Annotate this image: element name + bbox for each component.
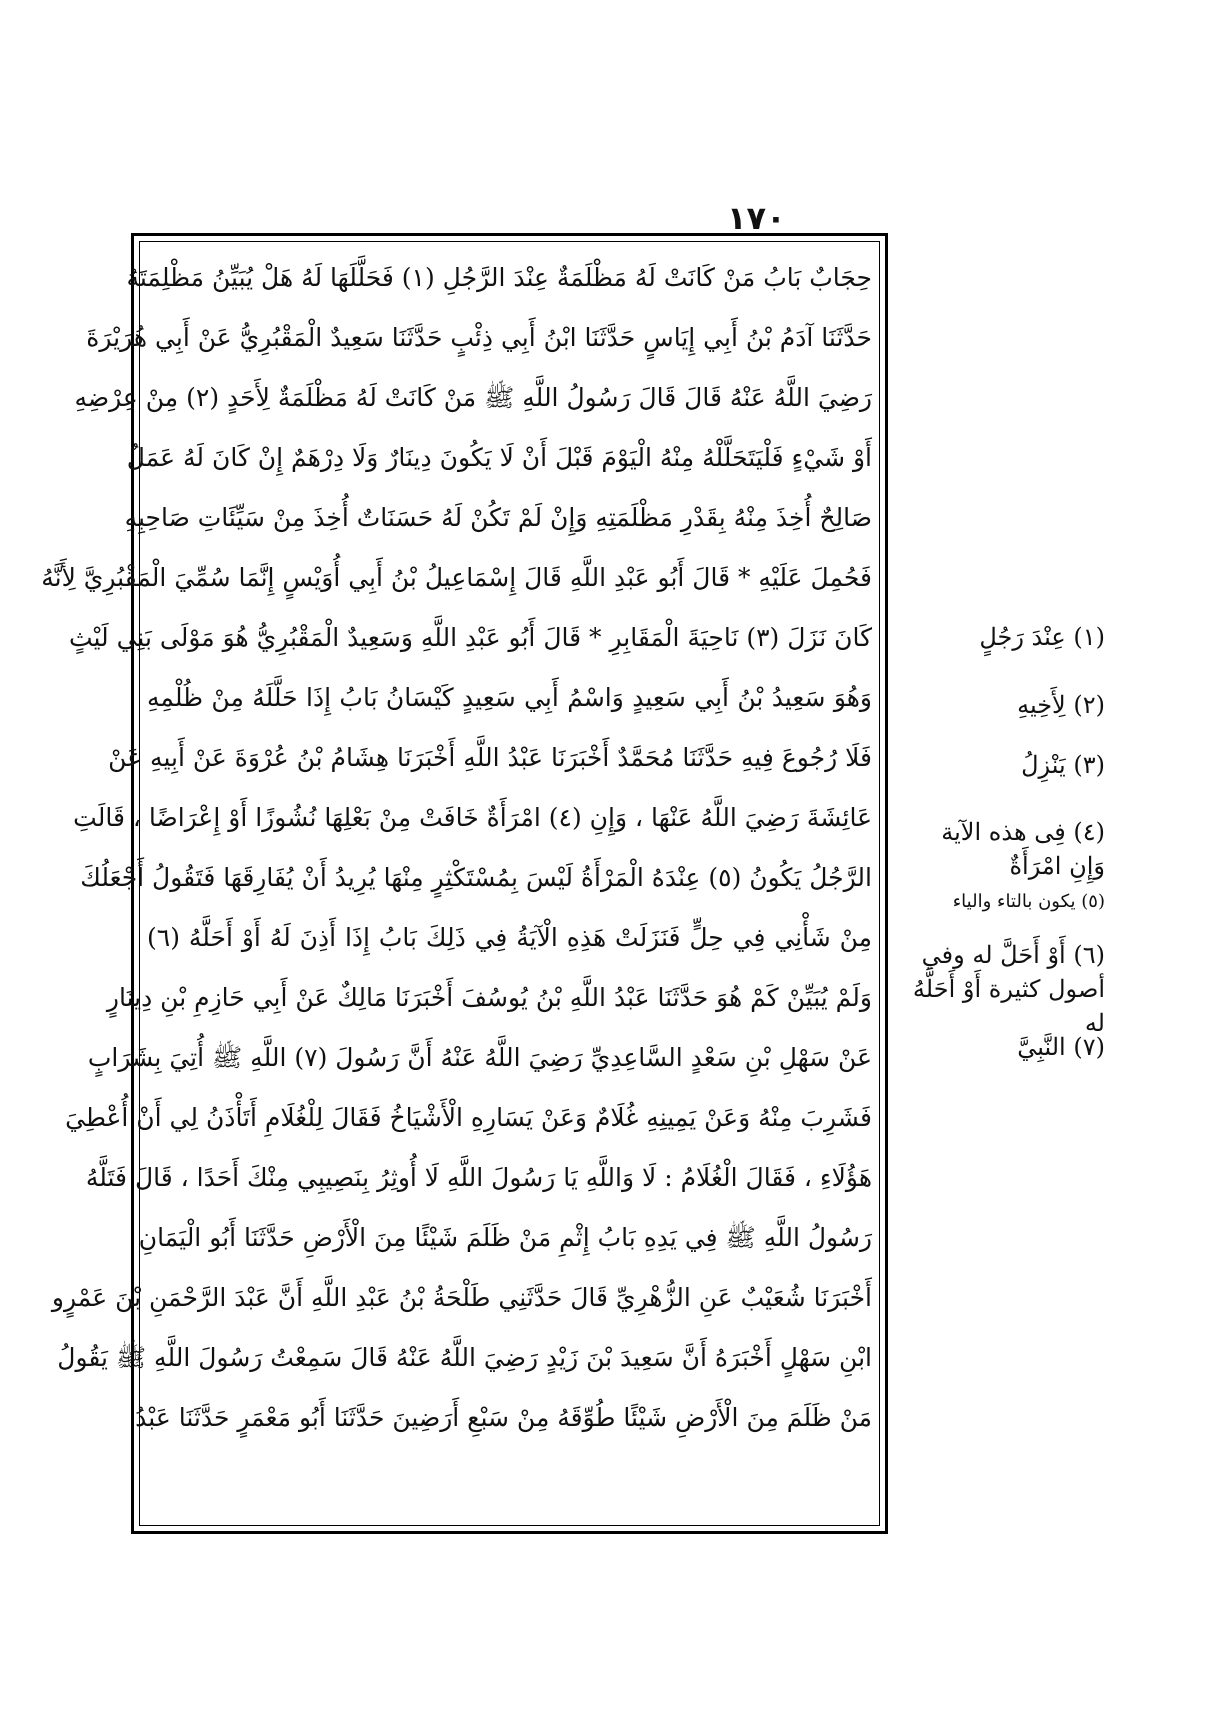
- note-text: النَّبِيَّ: [1017, 1033, 1066, 1061]
- text-line: هَؤُلَاءِ ، فَقَالَ الْغُلَامُ : لَا وَاللَّهِ يَا رَسُولَ اللَّهِ لَا أُوثِرُ بِنَصِيبِي مِنْكَ أَحَدًا ، قَالَ فَتَلَّهُ: [85, 1163, 872, 1192]
- page-number: ١٧٠: [727, 199, 786, 237]
- note-number: (١): [1073, 623, 1105, 651]
- note-number: (٦): [1073, 941, 1105, 969]
- text-line: فَشَرِبَ مِنْهُ وَعَنْ يَمِينِهِ غُلَامٌ وَعَنْ يَسَارِهِ الْأَشْيَاخُ فَقَالَ لِلْغُلَامِ أَتَأْذَنُ لِي أَنْ أُعْطِيَ: [65, 1103, 872, 1132]
- text-line: رَسُولُ اللَّهِ ﷺ فِي يَدِهِ بَابُ إِثْمِ مَنْ ظَلَمَ شَيْئًا مِنَ الْأَرْضِ حَدَّثَنَا أَبُو الْيَمَانِ: [138, 1223, 872, 1252]
- text-line: كَانَ نَزَلَ (٣) نَاحِيَةَ الْمَقَابِرِ * قَالَ أَبُو عَبْدِ اللَّهِ وَسَعِيدٌ الْمَقْبُرِيُّ هُوَ مَوْلَى بَنِي لَيْثٍ: [68, 623, 872, 652]
- note-text: يكون بالتاء والياء: [952, 891, 1076, 912]
- text-line: رَضِيَ اللَّهُ عَنْهُ قَالَ قَالَ رَسُولُ اللَّهِ ﷺ مَنْ كَانَتْ لَهُ مَظْلَمَةٌ لِأَحَدٍ (٢) مِنْ عِرْضِهِ: [74, 383, 872, 412]
- text-line: ابْنِ سَهْلٍ أَخْبَرَهُ أَنَّ سَعِيدَ بْنَ زَيْدٍ رَضِيَ اللَّهُ عَنْهُ قَالَ سَمِعْتُ رَسُولَ اللَّهِ ﷺ يَقُولُ: [57, 1343, 872, 1372]
- text-line: أَوْ شَيْءٍ فَلْيَتَحَلَّلْهُ مِنْهُ الْيَوْمَ قَبْلَ أَنْ لَا يَكُونَ دِينَارٌ وَلَا دِرْهَمٌ إِنْ كَانَ لَهُ عَمَلٌ: [126, 443, 872, 472]
- text-line: مَنْ ظَلَمَ مِنَ الْأَرْضِ شَيْئًا طُوِّقَهُ مِنْ سَبْعِ أَرَضِينَ حَدَّثَنَا أَبُو مَعْمَرٍ حَدَّثَنَا عَبْدُ: [135, 1403, 872, 1432]
- text-line: وَهُوَ سَعِيدُ بْنُ أَبِي سَعِيدٍ وَاسْمُ أَبِي سَعِيدٍ كَيْسَانُ بَابُ إِذَا حَلَّلَهُ مِنْ ظُلْمِهِ: [147, 683, 872, 712]
- text-line: أَخْبَرَنَا شُعَيْبٌ عَنِ الزُّهْرِيِّ قَالَ حَدَّثَنِي طَلْحَةُ بْنُ عَبْدِ اللَّهِ أَنَّ عَبْدَ الرَّحْمَنِ بْنَ عَمْرٍو: [51, 1283, 872, 1312]
- text-line: حِجَابٌ بَابُ مَنْ كَانَتْ لَهُ مَظْلَمَةٌ عِنْدَ الرَّجُلِ (١) فَحَلَّلَهَا لَهُ هَلْ يُبَيِّنُ مَظْلِمَتَهُ: [126, 263, 872, 292]
- margin-notes: [900, 600, 1105, 1100]
- text-line: وَلَمْ يُبَيِّنْ كَمْ هُوَ حَدَّثَنَا عَبْدُ اللَّهِ بْنُ يُوسُفَ أَخْبَرَنَا مَالِكٌ عَنْ أَبِي حَازِمِ بْنِ دِينَارٍ: [106, 983, 872, 1012]
- note-text: يَنْزِلُ: [1021, 751, 1066, 779]
- text-line: مِنْ شَأْنِي فِي حِلٍّ فَنَزَلَتْ هَذِهِ الْآيَةُ فِي ذَلِكَ بَابُ إِذَا أَذِنَ لَهُ أَوْ أَحَلَّهُ (٦): [147, 923, 872, 952]
- margin-note: [900, 888, 1105, 916]
- note-number: (٣): [1073, 751, 1105, 779]
- text-line: الرَّجُلُ يَكُونُ (٥) عِنْدَهُ الْمَرْأَةُ لَيْسَ بِمُسْتَكْثِرٍ مِنْهَا يُرِيدُ أَنْ يُفَارِقَهَا فَتَقُولُ أَجْعَلُكَ: [80, 863, 872, 892]
- note-text: عِنْدَ رَجُلٍ: [979, 623, 1066, 651]
- margin-note: [900, 815, 1105, 883]
- text-line: حَدَّثَنَا آدَمُ بْنُ أَبِي إِيَاسٍ حَدَّثَنَا ابْنُ أَبِي ذِئْبٍ حَدَّثَنَا سَعِيدٌ الْمَقْبُرِيُّ عَنْ أَبِي هُرَيْرَةَ: [86, 323, 872, 352]
- margin-note: [900, 620, 1105, 654]
- note-number: (٢): [1073, 691, 1105, 719]
- note-number: (٧): [1073, 1033, 1105, 1061]
- note-number: (٤): [1073, 818, 1105, 846]
- margin-note: [900, 1030, 1105, 1064]
- margin-note: [900, 938, 1105, 1040]
- main-text-block: [41, 248, 872, 1520]
- note-text: أَوْ أَحَلَّ له وفي أصول كثيرة أَوْ أَحَلَّهُ له: [912, 941, 1105, 1037]
- text-line: فَحُمِلَ عَلَيْهِ * قَالَ أَبُو عَبْدِ اللَّهِ قَالَ إِسْمَاعِيلُ بْنُ أَبِي أُوَيْسٍ إِنَّمَا سُمِّيَ الْمَقْبُرِيَّ لِأَنَّهُ: [41, 563, 872, 592]
- text-line: صَالِحٌ أُخِذَ مِنْهُ بِقَدْرِ مَظْلَمَتِهِ وَإِنْ لَمْ تَكُنْ لَهُ حَسَنَاتٌ أُخِذَ مِنْ سَيِّئَاتِ صَاحِبِهِ: [124, 503, 872, 532]
- margin-note: [900, 748, 1105, 782]
- note-number: (٥): [1081, 891, 1105, 912]
- note-text: لِأَخِيهِ: [1017, 691, 1066, 719]
- text-line: عَنْ سَهْلِ بْنِ سَعْدٍ السَّاعِدِيِّ رَضِيَ اللَّهُ عَنْهُ أَنَّ رَسُولَ (٧) اللَّهِ ﷺ أُتِيَ بِشَرَابٍ: [87, 1043, 872, 1072]
- note-text: فِى هذه الآية وَإِنِ امْرَأَةٌ: [941, 818, 1105, 880]
- text-line: عَائِشَةَ رَضِيَ اللَّهُ عَنْهَا ، وَإِنِ (٤) امْرَأَةٌ خَافَتْ مِنْ بَعْلِهَا نُشُوزًا أَوْ إِعْرَاضًا ، قَالَتِ: [73, 803, 872, 832]
- margin-note: [900, 688, 1105, 722]
- text-line: فَلَا رُجُوعَ فِيهِ حَدَّثَنَا مُحَمَّدٌ أَخْبَرَنَا عَبْدُ اللَّهِ أَخْبَرَنَا هِشَامُ بْنُ عُرْوَةَ عَنْ أَبِيهِ عَنْ: [108, 743, 872, 772]
